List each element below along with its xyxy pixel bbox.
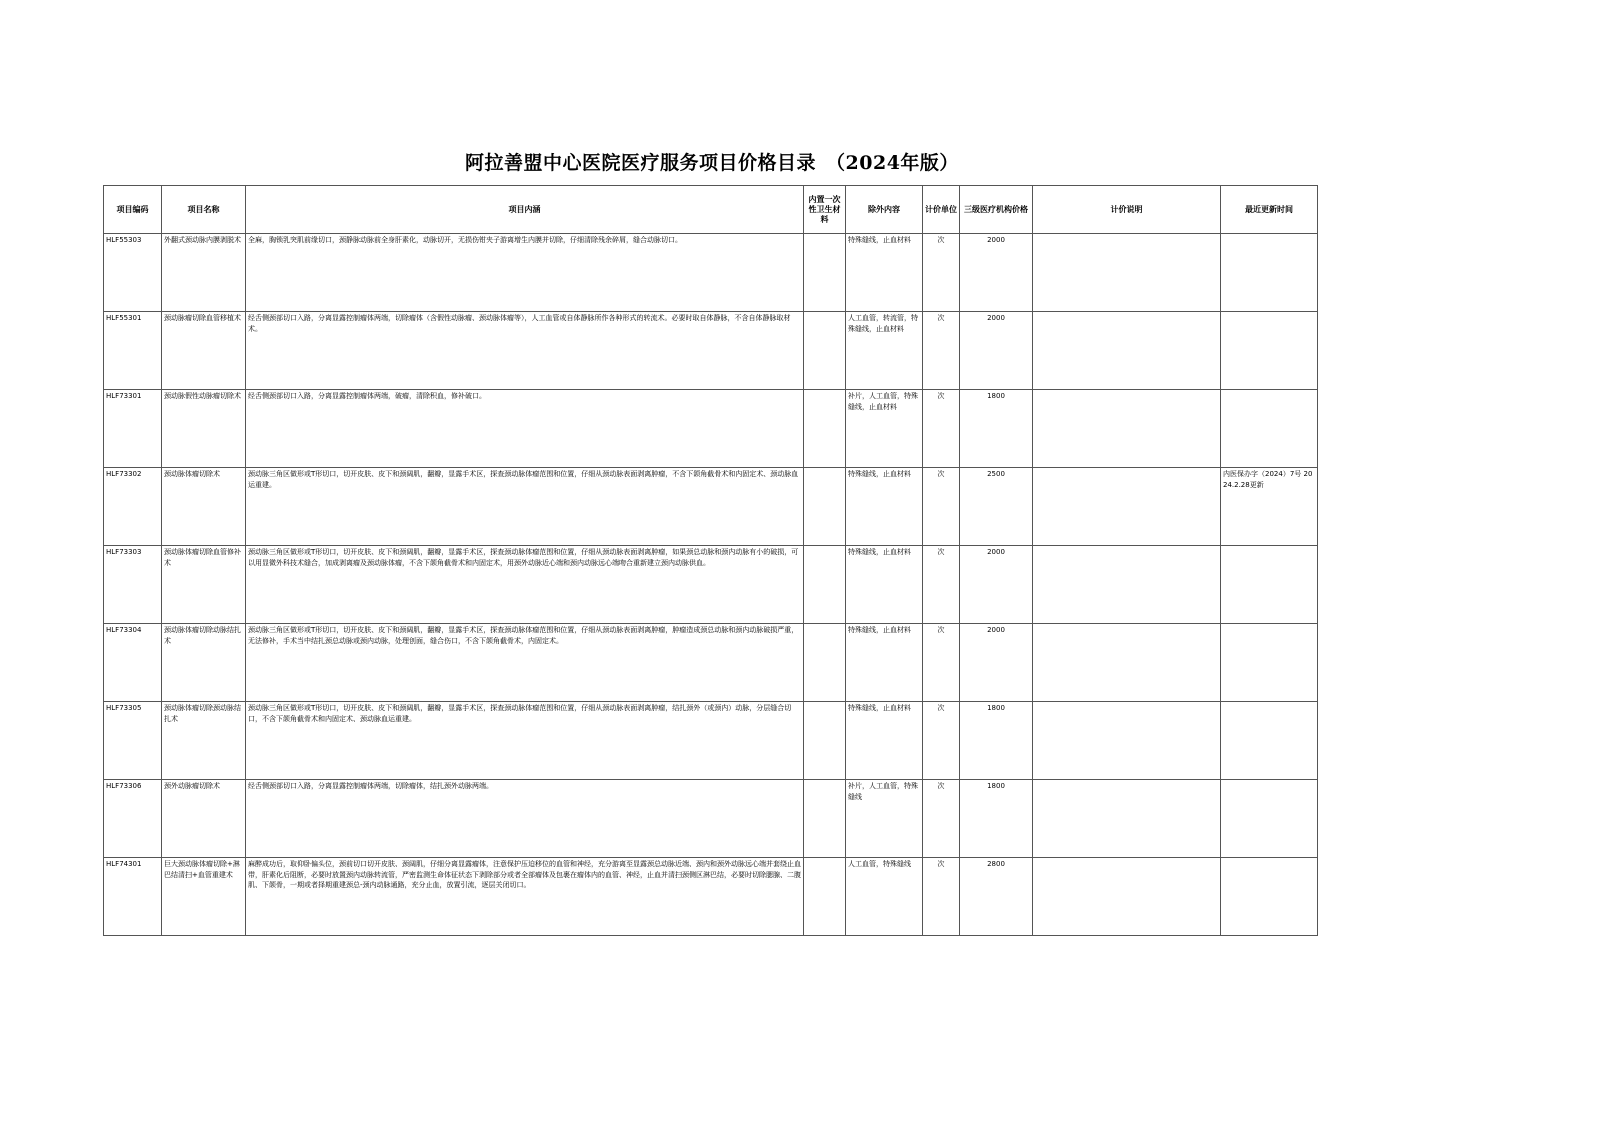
cell-code: HLF73302: [104, 468, 162, 546]
table-row: [104, 390, 1318, 468]
cell-name: 颈动脉体瘤切除颈动脉结扎术: [162, 702, 246, 780]
cell-updated: 内医保办字（2024）7号 2024.2.28更新: [1221, 468, 1318, 546]
cell-code: HLF55303: [104, 234, 162, 312]
table-row: [104, 468, 1318, 546]
cell-unit: 次: [923, 546, 960, 624]
cell-except: 特殊缝线，止血材料: [846, 546, 923, 624]
cell-updated: [1221, 624, 1318, 702]
cell-price: 2800: [960, 858, 1033, 936]
cell-name: 外翻式颈动脉内膜剥脱术: [162, 234, 246, 312]
cell-except: 特殊缝线，止血材料: [846, 234, 923, 312]
table-row: [104, 624, 1318, 702]
table-row: [104, 780, 1318, 858]
header-explain: 计价说明: [1033, 186, 1221, 234]
cell-content: 全麻，胸锁乳突肌前缘切口，颈静脉动脉前全身肝素化，动脉切开，无损伤钳夹子游离增生内膜并切除，仔细清除残余碎屑，缝合动脉切口。: [246, 234, 804, 312]
cell-updated: [1221, 390, 1318, 468]
cell-name: 颈动脉瘤切除血管移植术: [162, 312, 246, 390]
cell-content: 颈动脉三角区做形或T形切口，切开皮肤、皮下和颈阔肌，翻瓣，显露手术区，探查颈动脉体瘤范围和位置，仔细从颈动脉表面剥离肿瘤，肿瘤造成颈总动脉和颈内动脉破损严重，无法修补，手术当中结扎颈总动脉或颈内动脉，处理创面，缝合伤口，不含下颌角截骨术，内固定术。: [246, 624, 804, 702]
cell-disposable: [804, 312, 846, 390]
cell-content: 颈动脉三角区做形或T形切口，切开皮肤、皮下和颈阔肌，翻瓣，显露手术区，探查颈动脉体瘤范围和位置，仔细从颈动脉表面剥离肿瘤，结扎颈外（或颈内）动脉，分层缝合切口，不含下颌角截骨术和内固定术、颈动脉血运重建。: [246, 702, 804, 780]
cell-name: 颈动脉体瘤切除术: [162, 468, 246, 546]
cell-updated: [1221, 546, 1318, 624]
cell-name: 巨大颈动脉体瘤切除+淋巴结清扫+血管重建术: [162, 858, 246, 936]
cell-content: 麻醉成功后，取仰卧偏头位，颈前切口切开皮肤、颈阔肌，仔细分离显露瘤体，注意保护压迫移位的血管和神经，充分游离至显露颈总动脉近端、颈内和颈外动脉远心端并套绕止血带，肝素化后阻断，必要时放置颈内动脉转流管，严密监测生命体征状态下剥除部分或者全部瘤体及包裹在瘤体内的血管、神经，止血并清扫颈侧区淋巴结，必要时切除腮腺、二腹肌、下颌骨，一期或者择期重建颈总-颈内动脉通路，充分止血，放置引流，逐层关闭切口。: [246, 858, 804, 936]
cell-explain: [1033, 468, 1221, 546]
cell-content: 经舌侧颈部切口入路，分离显露控制瘤体两端，破瘤，清除积血，修补破口。: [246, 390, 804, 468]
cell-price: 1800: [960, 780, 1033, 858]
cell-unit: 次: [923, 234, 960, 312]
cell-content: 颈动脉三角区做形或T形切口，切开皮肤、皮下和颈阔肌，翻瓣，显露手术区，探查颈动脉体瘤范围和位置，仔细从颈动脉表面剥离肿瘤，不含下颌角截骨术和内固定术、颈动脉血运重建。: [246, 468, 804, 546]
cell-price: 1800: [960, 390, 1033, 468]
cell-unit: 次: [923, 312, 960, 390]
cell-price: 2000: [960, 624, 1033, 702]
cell-unit: 次: [923, 780, 960, 858]
cell-price: 2000: [960, 546, 1033, 624]
cell-explain: [1033, 780, 1221, 858]
cell-except: 特殊缝线，止血材料: [846, 624, 923, 702]
page-title: 阿拉善盟中心医院医疗服务项目价格目录 （2024年版）: [465, 152, 959, 174]
cell-disposable: [804, 702, 846, 780]
cell-explain: [1033, 390, 1221, 468]
cell-code: HLF73306: [104, 780, 162, 858]
cell-unit: 次: [923, 702, 960, 780]
cell-updated: [1221, 780, 1318, 858]
cell-disposable: [804, 390, 846, 468]
table-row: [104, 312, 1318, 390]
cell-explain: [1033, 312, 1221, 390]
cell-except: 人工血管，转流管，特殊缝线，止血材料: [846, 312, 923, 390]
header-content: 项目内涵: [246, 186, 804, 234]
cell-price: 1800: [960, 702, 1033, 780]
cell-updated: [1221, 312, 1318, 390]
table-row: [104, 702, 1318, 780]
cell-code: HLF73304: [104, 624, 162, 702]
table-row: [104, 858, 1318, 936]
cell-unit: 次: [923, 390, 960, 468]
cell-name: 颈动脉假性动脉瘤切除术: [162, 390, 246, 468]
cell-price: 2500: [960, 468, 1033, 546]
cell-content: 颈动脉三角区做形或T形切口，切开皮肤、皮下和颈阔肌，翻瓣，显露手术区，探查颈动脉体瘤范围和位置，仔细从颈动脉表面剥离肿瘤，如果颈总动脉和颈内动脉有小的破损，可以用显微外科技术缝合，加成剥离瘤及颈动脉体瘤，不含下颌角截骨术和内固定术，用颈外动脉近心端和颈内动脉远心端吻合重新建立颈内动脉供血。: [246, 546, 804, 624]
cell-disposable: [804, 780, 846, 858]
cell-code: HLF55301: [104, 312, 162, 390]
cell-disposable: [804, 546, 846, 624]
cell-disposable: [804, 858, 846, 936]
cell-name: 颈动脉体瘤切除动脉结扎术: [162, 624, 246, 702]
cell-code: HLF74301: [104, 858, 162, 936]
header-unit: 计价单位: [923, 186, 960, 234]
cell-price: 2000: [960, 312, 1033, 390]
cell-code: HLF73303: [104, 546, 162, 624]
cell-updated: [1221, 858, 1318, 936]
cell-unit: 次: [923, 858, 960, 936]
cell-disposable: [804, 624, 846, 702]
header-name: 项目名称: [162, 186, 246, 234]
cell-unit: 次: [923, 468, 960, 546]
table-row: [104, 546, 1318, 624]
header-disposable: 内置一次性卫生材料: [804, 186, 846, 234]
cell-content: 经舌侧颈部切口入路，分离显露控制瘤体两端，切除瘤体（含假性动脉瘤、颈动脉体瘤等），人工血管或自体静脉所作各种形式的转流术。必要时取自体静脉，不含自体静脉取材术。: [246, 312, 804, 390]
cell-explain: [1033, 234, 1221, 312]
cell-except: 特殊缝线，止血材料: [846, 702, 923, 780]
price-table: [103, 185, 1318, 936]
cell-disposable: [804, 468, 846, 546]
header-except: 除外内容: [846, 186, 923, 234]
cell-unit: 次: [923, 624, 960, 702]
header-row: [104, 186, 1318, 234]
cell-name: 颈外动脉瘤切除术: [162, 780, 246, 858]
cell-price: 2000: [960, 234, 1033, 312]
header-price: 三级医疗机构价格: [960, 186, 1033, 234]
cell-explain: [1033, 858, 1221, 936]
cell-except: 补片，人工血管，特殊缝线: [846, 780, 923, 858]
header-code: 项目编码: [104, 186, 162, 234]
cell-except: 补片，人工血管，特殊缝线，止血材料: [846, 390, 923, 468]
table-row: [104, 234, 1318, 312]
cell-disposable: [804, 234, 846, 312]
cell-updated: [1221, 702, 1318, 780]
cell-except: 人工血管，特殊缝线: [846, 858, 923, 936]
cell-code: HLF73305: [104, 702, 162, 780]
cell-name: 颈动脉体瘤切除血管修补术: [162, 546, 246, 624]
cell-except: 特殊缝线，止血材料: [846, 468, 923, 546]
cell-code: HLF73301: [104, 390, 162, 468]
cell-explain: [1033, 702, 1221, 780]
cell-explain: [1033, 624, 1221, 702]
header-updated: 最近更新时间: [1221, 186, 1318, 234]
cell-content: 经舌侧颈部切口入路，分离显露控制瘤体两端，切除瘤体，结扎颈外动脉两端。: [246, 780, 804, 858]
cell-explain: [1033, 546, 1221, 624]
cell-updated: [1221, 234, 1318, 312]
